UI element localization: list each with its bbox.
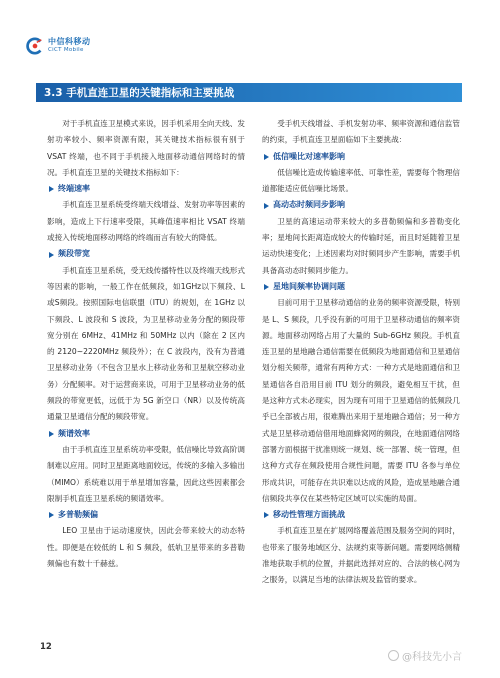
triangle-bullet-icon [264, 203, 269, 209]
subheading-band-bandwidth [49, 246, 245, 262]
watermark-icon [388, 650, 399, 661]
logo-chinese-text: 中信科移动 [48, 37, 91, 47]
subheading-time-freq-sync [264, 197, 460, 213]
spectral-efficiency-paragraph: 由于手机直连卫星系统功率受限，低信噪比导致高阶调制难以应用。同时卫星距离地面较远，传统的多输入多输出（MIMO）系统难以用于单星增加容量，因此这些因素都会限制手机直连卫星系统的频谱效率。 [47, 444, 245, 503]
triangle-bullet-icon [264, 512, 269, 518]
page-number: 12 [40, 642, 52, 652]
section-title: 3.3 手机直连卫星的关键指标和主要挑战 [44, 87, 235, 99]
subheading-label: 移动性管理方面挑战 [273, 510, 345, 520]
triangle-bullet-icon [49, 431, 54, 437]
low-snr-paragraph: 低信噪比造成传输速率低、可靠性差，需要每个物理信道都能适应低信噪比场景。 [262, 167, 460, 194]
subheading-doppler-shift [49, 507, 245, 523]
triangle-bullet-icon [49, 252, 54, 258]
logo-english-text: CiCT Mobile [48, 47, 84, 54]
subheading-label: 低信噪比对速率影响 [273, 151, 345, 161]
subheading-label: 频段带宽 [58, 249, 90, 259]
subheading-label: 星地间频率协调问题 [273, 281, 345, 291]
terminal-rate-paragraph: 手机直连卫星系统受终端天线增益、发射功率等因素的影响，造成上下行速率受限，其峰值速率相比 VSAT 终端或接入传统地面移动网络的终端而言有较大的降低。 [47, 200, 245, 243]
triangle-bullet-icon [264, 284, 269, 290]
subheading-spectral-efficiency [49, 426, 245, 442]
subheading-label: 多普勒频偏 [58, 510, 98, 520]
triangle-bullet-icon [264, 154, 269, 160]
subheading-label: 高动态时频同步影响 [273, 200, 345, 210]
band-bandwidth-paragraph: 手机直连卫星系统，受无线传播特性以及终端天线形式等因素的影响，一般工作在低频段，如1GHz以下频段、L或S频段。按照国际电信联盟（ITU）的规划，在 1GHz 以下频段、L 波段和 S 波段，为卫星移动业务分配的频段带宽分别在 6MHz、41MHz 和 50MHz 以内（除在 2 区内的 2120~2220MHz 频段外）；在 C 波段内，没有为普通卫星移动业务（不包含卫星水上移动业务和卫星航空移动业务）分配频率。对于运营商来说，可用于卫星移动业务的低频段的带宽更低，远低于为 5G 新空口（NR）以及传统高通量卫星通信分配的频段带宽。 [47, 265, 245, 422]
time-freq-sync-paragraph: 卫星的高速运动带来较大的多普勒频偏和多普勒变化率；星地间长距离造成较大的传输时延，而且时延随着卫星运动快速变化；上述因素均对时频同步产生影响，需要手机具备高动态时频同步能力。 [262, 216, 460, 275]
right-column [262, 116, 460, 589]
cict-logo-icon [26, 37, 44, 55]
doppler-shift-paragraph: LEO 卫星由于运动速度快，因此会带来较大的动态特性。即便是在较低的 L 和 S 频段，低轨卫星带来的多普勒频偏也有数十千赫兹。 [47, 526, 245, 569]
watermark-text: @科技先小言 [402, 652, 462, 663]
frequency-coordination-paragraph: 目前可用于卫星移动通信的业务的频率资源受限，特别是 L、S 频段，几乎没有新的可用于卫星移动通信的频率资源。地面移动网络占用了大量的 Sub-6GHz 频段。手机直连卫星的星地融合通信需要在低频段为地面通信和卫星通信划分相关频带，通常有两种方式：一种方式是地面通信和卫星通信各自沿用目前 ITU 划分的频段，避免相互干扰，但是这种方式未必现实，因为现有可用于卫星通信的低频段几乎已全部被占用，很难腾出来用于星地融合通信；另一种方式是卫星移动通信借用地面蜂窝网的频段，在地面通信网络部署方面根据干扰准则统一规划、统一部署、统一管理，但这种方式存在频段使用合规性问题，需要 ITU 各参与单位形成共识，可能存在共识难以达成的风险，造成星地融合通信频段共享仅在某些特定区域可以实施的局面。 [262, 298, 460, 503]
triangle-bullet-icon [49, 186, 54, 192]
subheading-label: 终端速率 [58, 184, 90, 194]
subheading-frequency-coordination [264, 279, 460, 295]
subheading-label: 频谱效率 [58, 428, 90, 438]
right-intro-paragraph: 受手机天线增益、手机发射功率、频率资源和通信监管的约束，手机直连卫星面临如下主要挑战： [262, 119, 460, 145]
left-column [47, 116, 245, 572]
section-title-bar [36, 83, 462, 102]
triangle-bullet-icon [49, 512, 54, 518]
subheading-mobility-management [264, 507, 460, 523]
subheading-low-snr [264, 149, 460, 165]
subheading-terminal-rate [49, 181, 245, 197]
watermark [388, 648, 462, 663]
left-intro-paragraph: 对于手机直连卫星模式来说，因手机采用全向天线、发射功率较小、频率资源有限，其关键技术指标很有别于 VSAT 终端，也不同于手机接入地面移动通信网络时的情况。手机直连卫星的关键技术指标如下： [47, 119, 245, 177]
mobility-management-paragraph: 手机直连卫星在扩展网络覆盖范围及服务空间的同时，也带来了服务地域区分、法规约束等新问题。需要网络侧精准地获取手机的位置，并据此选择对应的、合法的核心网为之服务，以满足当地的法律法规及监管的要求。 [262, 526, 460, 585]
company-logo [26, 37, 91, 55]
